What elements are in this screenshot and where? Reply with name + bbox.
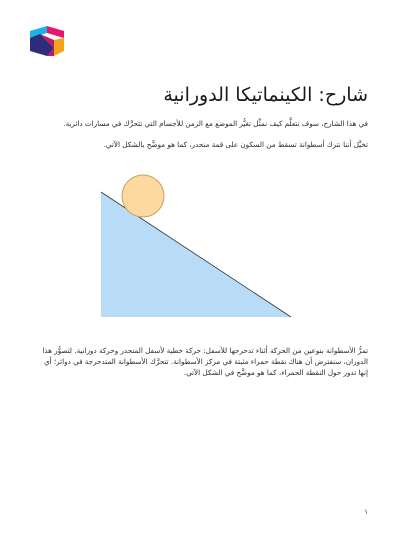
logo-icon xyxy=(30,26,64,56)
intro-paragraph: في هذا الشارح، سوف نتعلَّم كيف نمثِّل تغيُّر الموضع مع الزمن للأجسام التي تتحرَّك في مسارات دائرية. xyxy=(63,119,368,128)
page-title: شارح: الكينماتيكا الدورانية xyxy=(163,84,368,106)
page-number: ١ xyxy=(364,508,368,516)
logo-shape-orange xyxy=(54,38,64,56)
setup-paragraph: تخيَّل أننا نترك أسطوانة تسقط من السكون على قمة منحدر، كما هو موضَّح بالشكل الآتي. xyxy=(103,140,368,149)
motion-paragraph: تمرُّ الأسطوانة بنوعين من الحركة أثناء تدحرجها للأسفل: حركة خطية لأسفل المنحدر وحركة دورانية. لتصوُّر هذا الدوران، سنفترض أن هناك نقطة حمراء مثبتة في مركز الأسطوانة. تتحرَّك الأسطوانة المتدحرجة في دوائر؛ أي إنها تدور حول النقطة الحمراء، كما هو موضَّح في الشكل الآتي. xyxy=(42,346,368,377)
logo-shape-pink xyxy=(47,26,64,38)
incline-figure xyxy=(95,168,300,323)
cylinder xyxy=(122,175,164,217)
